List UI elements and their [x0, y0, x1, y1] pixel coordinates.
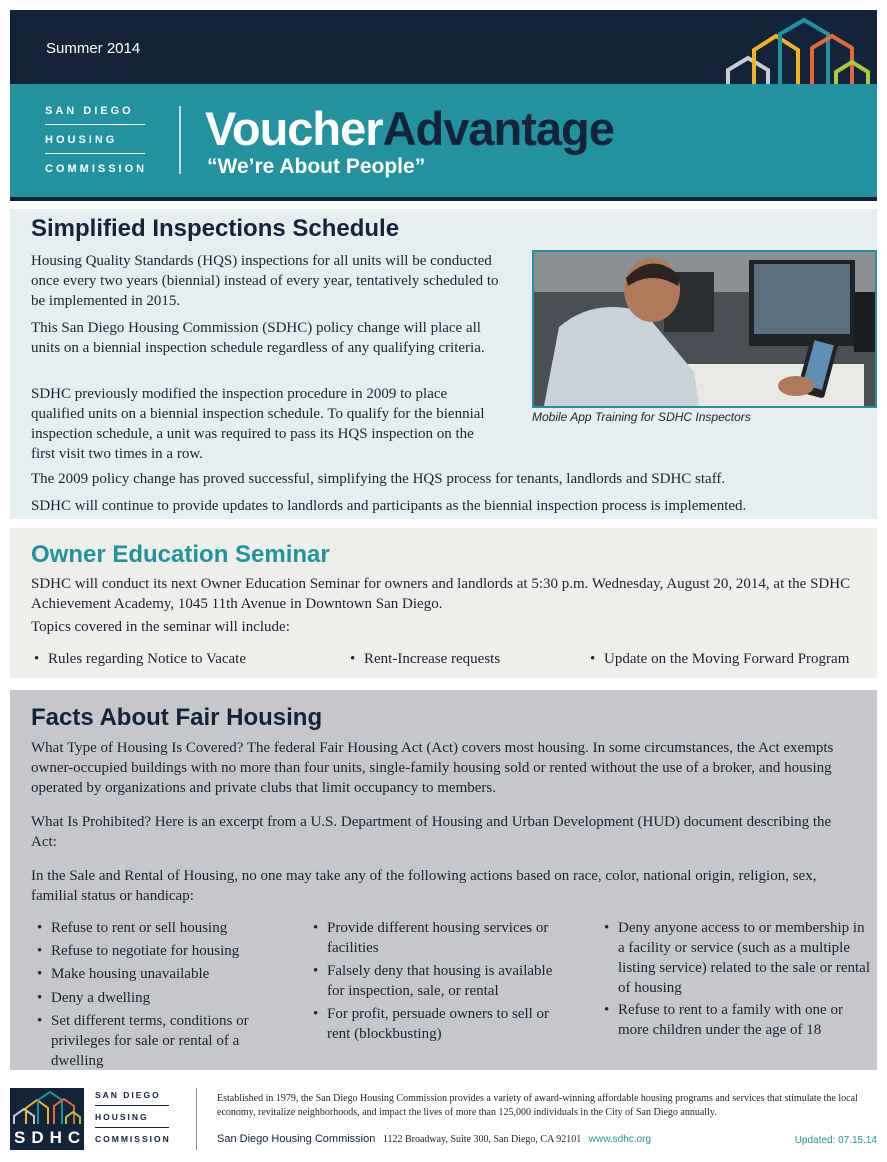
prohibited-item — [37, 964, 291, 984]
topic-label: Rules regarding Notice to Vacate — [48, 651, 246, 667]
wordmark-line-2: HOUSING — [45, 134, 118, 146]
tagline: “We’re About People” — [207, 155, 426, 178]
prohibited-label: Provide different housing services or facilities — [327, 920, 549, 956]
prohibited-label: Deny a dwelling — [51, 990, 151, 1006]
bullet-icon: • — [604, 1002, 610, 1018]
bullet-icon: • — [37, 966, 43, 982]
footer-wordmark-line-2: HOUSING — [95, 1112, 149, 1122]
fair-housing-para-2: What Is Prohibited? Here is an excerpt from a U.S. Department of Housing and Urban Development (HUD) document describing the Act: — [31, 814, 832, 850]
bullet-icon: • — [37, 1013, 43, 1029]
inspections-para-4: The 2009 policy change has proved successful, simplifying the HQS process for tenants, landlords and SDHC staff. — [31, 471, 726, 487]
prohibited-item — [313, 961, 572, 1001]
wordmark-line-3: COMMISSION — [45, 163, 148, 175]
photo-caption: Mobile App Training for SDHC Inspectors — [532, 410, 751, 424]
seminar-topic-item — [350, 649, 594, 669]
seminar-para-1: SDHC will conduct its next Owner Education Seminar for owners and landlords at 5:30 p.m. Wednesday, August 20, 2014, at the SDHC Achievement Academy, 1045 11th Avenue in Downtown San Diego. — [31, 576, 851, 612]
prohibited-label: For profit, persuade owners to sell or rent (blockbusting) — [327, 1006, 550, 1042]
header-separator — [179, 106, 181, 174]
bullet-icon: • — [37, 920, 43, 936]
wordmark-rule — [45, 153, 145, 154]
seminar-topic-item — [590, 649, 876, 669]
footer-wordmark-line-1: SAN DIEGO — [95, 1090, 161, 1100]
prohibited-item — [37, 941, 291, 961]
inspections-para-5: SDHC will continue to provide updates to landlords and participants as the biennial inspection process is implemented. — [31, 498, 747, 514]
header-divider — [10, 197, 877, 201]
fair-housing-para-3: In the Sale and Rental of Housing, no one may take any of the following actions based on race, color, national origin, religion, sex, familial status or handicap: — [31, 868, 817, 904]
footer-wordmark-rule — [95, 1105, 169, 1106]
footer-org-name: San Diego Housing Commission — [217, 1133, 376, 1145]
footer-updated-date: Updated: 07.15.14 — [794, 1135, 877, 1146]
inspector-training-photo — [532, 250, 877, 408]
prohibited-item — [604, 1000, 870, 1040]
inspections-para-1: Housing Quality Standards (HQS) inspections for all units will be conducted once every two years (biennial) instead of every year, tentatively scheduled to be implemented in 2015. — [31, 253, 499, 309]
bullet-icon: • — [590, 651, 596, 667]
prohibited-item — [313, 918, 572, 958]
houses-logo-icon — [722, 14, 878, 84]
prohibited-label: Set different terms, conditions or privileges for sale or rental of a dwelling — [51, 1013, 249, 1069]
bullet-icon: • — [313, 920, 319, 936]
prohibited-label: Make housing unavailable — [51, 966, 210, 982]
footer-separator — [196, 1088, 197, 1150]
prohibited-item — [313, 1004, 572, 1044]
prohibited-item — [604, 918, 870, 998]
topic-label: Update on the Moving Forward Program — [604, 651, 850, 667]
footer-wordmark — [95, 1090, 173, 1156]
footer-wordmark-rule — [95, 1127, 169, 1128]
prohibited-label: Falsely deny that housing is available for inspection, sale, or rental — [327, 963, 553, 999]
sdhc-wordmark — [45, 104, 148, 191]
wordmark-line-1: SAN DIEGO — [45, 105, 134, 117]
prohibited-label: Refuse to rent to a family with one or more children under the age of 18 — [618, 1002, 843, 1038]
fair-housing-para-1: What Type of Housing Is Covered? The federal Fair Housing Act (Act) covers most housing. In some circumstances, the Act exempts owner-occupied buildings with no more than four units, single-family housing sold or rented without the use of a broker, and housing operated by organizations and private clubs that limit occupancy to members. — [31, 740, 834, 796]
topic-label: Rent-Increase requests — [364, 651, 501, 667]
footer-address: 1122 Broadway, Suite 300, San Diego, CA 92101 — [382, 1134, 582, 1145]
section-seminar-heading: Owner Education Seminar — [31, 541, 330, 568]
footer-about: Established in 1979, the San Diego Housing Commission provides a variety of award-winning affordable housing programs and services that stimulate the local economy, revitalize neighborhoods, and impact the lives of more than 125,000 individuals in the City of San Diego annually. — [217, 1093, 858, 1118]
seminar-para-2: Topics covered in the seminar will include: — [31, 619, 290, 635]
section-inspections-heading: Simplified Inspections Schedule — [31, 215, 400, 242]
prohibited-label: Refuse to rent or sell housing — [51, 920, 228, 936]
newsletter-title — [205, 99, 614, 159]
inspections-para-2: This San Diego Housing Commission (SDHC) policy change will place all units on a biennial inspection schedule regardless of any qualifying criteria. — [31, 320, 485, 356]
prohibited-item — [37, 918, 291, 938]
seminar-topic-item — [34, 649, 338, 669]
wordmark-rule — [45, 124, 145, 125]
footer-logo-text: SDHC — [14, 1128, 87, 1147]
bullet-icon: • — [604, 920, 610, 936]
bullet-icon: • — [313, 963, 319, 979]
title-advantage: Advantage — [382, 102, 614, 155]
bullet-icon: • — [37, 943, 43, 959]
inspections-para-3: SDHC previously modified the inspection procedure in 2009 to place qualified units on a biennial inspection schedule. To qualify for the biennial inspection schedule, a unit was required to pass its HQS inspection on the first visit two times in a row. — [31, 386, 485, 462]
bullet-icon: • — [34, 651, 40, 667]
bullet-icon: • — [37, 990, 43, 1006]
footer-houses-icon — [10, 1088, 84, 1128]
bullet-icon: • — [313, 1006, 319, 1022]
prohibited-label: Deny anyone access to or membership in a facility or service (such as a multiple listing service) related to the sale or rental of housing — [618, 920, 870, 996]
section-fair-housing-heading: Facts About Fair Housing — [31, 704, 323, 731]
bullet-icon: • — [350, 651, 356, 667]
title-voucher: Voucher — [205, 102, 383, 155]
prohibited-item — [37, 1011, 271, 1071]
footer-wordmark-line-3: COMMISSION — [95, 1134, 171, 1144]
prohibited-item — [37, 988, 291, 1008]
issue-season: Summer 2014 — [46, 40, 141, 57]
footer-address-line — [217, 1133, 651, 1145]
prohibited-label: Refuse to negotiate for housing — [51, 943, 240, 959]
photo-illustration — [534, 252, 875, 406]
footer-website-link[interactable]: www.sdhc.org — [588, 1134, 652, 1145]
